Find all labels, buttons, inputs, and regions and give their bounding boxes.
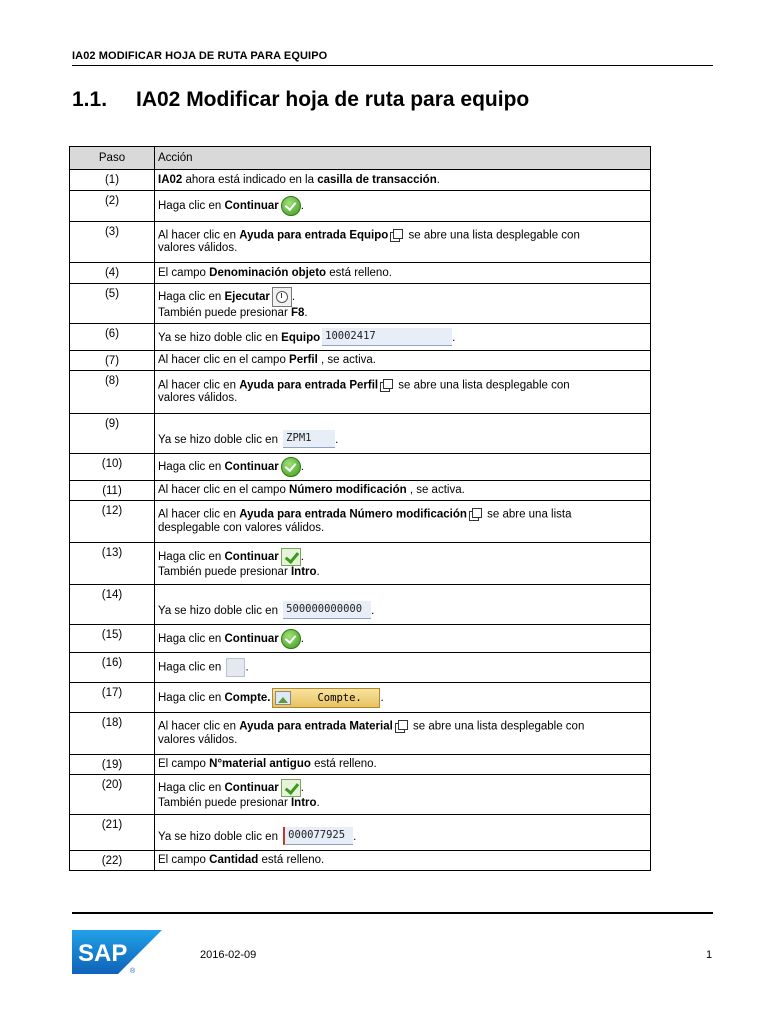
numero-modificacion-field[interactable]: 500000000000 <box>283 601 371 619</box>
compte-button[interactable]: Compte. <box>272 688 380 708</box>
continue-icon[interactable] <box>281 629 301 649</box>
table-row <box>70 191 651 222</box>
table-row <box>70 324 651 351</box>
input-help-icon[interactable] <box>380 379 393 392</box>
step-number: (12) <box>70 501 155 543</box>
step-action: Al hacer clic en Ayuda para entrada Perfil se abre una lista desplegable con valores válidos. <box>155 371 651 414</box>
step-number: (10) <box>70 454 155 481</box>
section-number: 1.1. <box>72 88 108 111</box>
input-help-icon[interactable] <box>390 229 403 242</box>
step-action: Haga clic en Continuar . <box>155 191 651 222</box>
svg-text:®: ® <box>130 968 136 974</box>
step-action: Al hacer clic en Ayuda para entrada Número modificación se abre una lista desplegable con valores válidos. <box>155 501 651 543</box>
table-row <box>70 815 651 851</box>
step-action: Ya se hizo doble clic en Equipo 10002417 . <box>155 324 651 351</box>
step-number: (15) <box>70 625 155 653</box>
step-number: (16) <box>70 653 155 683</box>
step-number: (18) <box>70 713 155 755</box>
table-row <box>70 775 651 815</box>
table-row <box>70 585 651 625</box>
check-icon[interactable] <box>281 548 301 566</box>
footer-date: 2016-02-09 <box>200 949 257 961</box>
table-row <box>70 851 651 871</box>
step-action: Al hacer clic en Ayuda para entrada Equipo se abre una lista desplegable con valores válidos. <box>155 222 651 263</box>
table-row <box>70 755 651 775</box>
table-row <box>70 454 651 481</box>
step-action: El campo Denominación objeto está relleno. <box>155 263 651 284</box>
table-row <box>70 351 651 371</box>
step-action: Haga clic en Continuar . <box>155 625 651 653</box>
header-divider <box>72 65 713 66</box>
table-row <box>70 481 651 501</box>
step-number: (17) <box>70 683 155 713</box>
step-number: (5) <box>70 284 155 324</box>
step-action: Haga clic en Continuar . <box>155 454 651 481</box>
table-row <box>70 284 651 324</box>
step-number: (11) <box>70 481 155 501</box>
step-action: Ya se hizo doble clic en ZPM1 . <box>155 414 651 454</box>
column-header-step: Paso <box>70 147 155 170</box>
table-row <box>70 501 651 543</box>
table-row <box>70 713 651 755</box>
step-number: (9) <box>70 414 155 454</box>
step-action: Al hacer clic en el campo Perfil , se activa. <box>155 351 651 371</box>
table-row <box>70 625 651 653</box>
equipo-field[interactable]: 10002417 <box>322 328 452 346</box>
table-row <box>70 653 651 683</box>
footer-divider <box>72 912 713 914</box>
step-action: IA02 ahora está indicado en la casilla de transacción. <box>155 170 651 191</box>
step-action: Haga clic en Compte. Compte. . <box>155 683 651 713</box>
table-row <box>70 414 651 454</box>
sap-logo-text: SAP <box>78 940 128 967</box>
step-number: (20) <box>70 775 155 815</box>
steps-table <box>69 146 651 871</box>
step-action: Haga clic en Continuar . También puede presionar Intro. <box>155 543 651 585</box>
step-action: Al hacer clic en Ayuda para entrada Material se abre una lista desplegable con valores válidos. <box>155 713 651 755</box>
step-number: (2) <box>70 191 155 222</box>
step-action: Ya se hizo doble clic en 500000000000 . <box>155 585 651 625</box>
step-action: Ya se hizo doble clic en 000077925 . <box>155 815 651 851</box>
step-action: Haga clic en Ejecutar . También puede presionar F8. <box>155 284 651 324</box>
step-action: Al hacer clic en el campo Número modificación , se activa. <box>155 481 651 501</box>
step-number: (19) <box>70 755 155 775</box>
continue-icon[interactable] <box>281 196 301 216</box>
section-title-text: IA02 Modificar hoja de ruta para equipo <box>136 88 530 111</box>
step-number: (7) <box>70 351 155 371</box>
table-row <box>70 371 651 414</box>
perfil-field[interactable]: ZPM1 <box>283 430 335 448</box>
table-row <box>70 222 651 263</box>
table-row <box>70 683 651 713</box>
step-action: El campo Cantidad está relleno. <box>155 851 651 871</box>
check-icon[interactable] <box>281 779 301 797</box>
step-number: (4) <box>70 263 155 284</box>
table-header-row <box>70 147 651 170</box>
step-number: (21) <box>70 815 155 851</box>
step-action: Haga clic en . <box>155 653 651 683</box>
page-number: 1 <box>706 949 713 961</box>
step-action: Haga clic en Continuar . También puede presionar Intro. <box>155 775 651 815</box>
input-help-icon[interactable] <box>469 508 482 521</box>
step-number: (13) <box>70 543 155 585</box>
step-action: El campo N°material antiguo está relleno. <box>155 755 651 775</box>
continue-icon[interactable] <box>281 457 301 477</box>
sap-logo <box>72 930 162 974</box>
column-header-action: Acción <box>155 147 651 170</box>
blank-button[interactable] <box>226 658 245 677</box>
running-header: IA02 MODIFICAR HOJA DE RUTA PARA EQUIPO <box>72 50 328 62</box>
picture-icon <box>275 691 291 705</box>
step-number: (14) <box>70 585 155 625</box>
step-number: (6) <box>70 324 155 351</box>
execute-icon[interactable] <box>272 287 292 307</box>
table-row <box>70 170 651 191</box>
step-number: (1) <box>70 170 155 191</box>
step-number: (3) <box>70 222 155 263</box>
step-number: (8) <box>70 371 155 414</box>
table-row <box>70 263 651 284</box>
section-title <box>72 88 529 112</box>
step-number: (22) <box>70 851 155 871</box>
input-help-icon[interactable] <box>395 720 408 733</box>
table-row <box>70 543 651 585</box>
material-field[interactable]: 000077925 <box>283 827 353 845</box>
